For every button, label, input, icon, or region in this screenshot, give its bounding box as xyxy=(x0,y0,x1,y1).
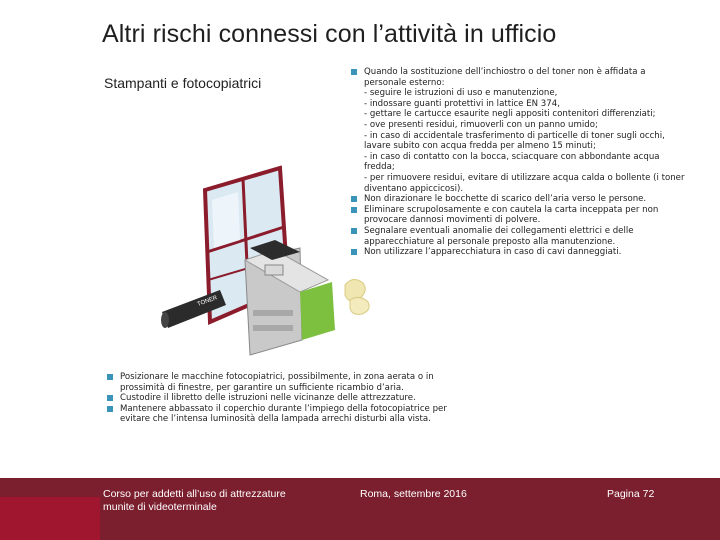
toner-label: TONER xyxy=(196,295,219,308)
list-item xyxy=(350,194,690,205)
bullet-text: Non utilizzare l’apparecchiatura in caso di cavi danneggiati. xyxy=(364,247,622,258)
bullet-square-icon xyxy=(107,395,113,401)
bullet-square-icon xyxy=(351,69,357,75)
bullet-text: Quando la sostituzione dell’inchiostro o del toner non è affidata a personale esterno: xyxy=(364,67,646,88)
list-item xyxy=(106,393,456,404)
sub-bullet-text: - per rimuovere residui, evitare di utilizzare acqua calda o bollente (i toner diventano appiccicosi). xyxy=(364,172,685,194)
gloves-icon xyxy=(345,279,369,314)
bullet-text: Posizionare le macchine fotocopiatrici, possibilmente, in zona aerata o in prossimità di finestre, per garantire un sufficiente ricambio d’aria. xyxy=(120,372,434,393)
sub-bullet-text: - seguire le istruzioni di uso e manutenzione, xyxy=(364,88,558,99)
footer-place-date: Roma, settembre 2016 xyxy=(360,488,467,500)
list-item xyxy=(106,372,456,393)
sub-bullet-text: - in caso di accidentale trasferimento di particelle di toner sugli occhi, lavare subito con acqua fredda per almeno 15 minuti; xyxy=(364,130,665,152)
sub-list-item xyxy=(364,152,690,173)
bullet-text: Custodire il libretto delle istruzioni nelle vicinanze delle attrezzature. xyxy=(120,393,416,404)
right-bullet-list xyxy=(350,67,690,258)
bullet-text: Segnalare eventuali anomalie dei collegamenti elettrici e delle apparecchiature al personale preposto alla manutenzione. xyxy=(364,225,634,247)
sub-list xyxy=(364,88,690,194)
sub-list-item xyxy=(364,99,690,110)
list-item xyxy=(350,226,690,247)
sub-list-item xyxy=(364,120,690,131)
list-item xyxy=(350,247,690,258)
bullet-square-icon xyxy=(107,374,113,380)
photocopier-icon xyxy=(245,240,335,355)
photocopier-illustration xyxy=(150,160,380,360)
sub-list-item xyxy=(364,173,690,194)
sub-list-item xyxy=(364,88,690,99)
sub-bullet-text: - gettare le cartucce esaurite negli appositi contenitori differenziati; xyxy=(364,109,656,120)
sub-bullet-text: - ove presenti residui, rimuoverli con un panno umido; xyxy=(364,119,598,130)
footer-course-title: Corso per addetti all’uso di attrezzature munite di videoterminale xyxy=(103,488,286,513)
bullet-text: Eliminare scrupolosamente e con cautela la carta inceppata per non provocare dannosi movimenti di polvere. xyxy=(364,204,659,226)
bullet-text: Mantenere abbassato il coperchio durante l’impiego della fotocopiatrice per evitare che l’intensa luminosità della lampada arrechi disturbi alla vista. xyxy=(120,403,447,425)
sub-bullet-text: - in caso di contatto con la bocca, sciacquare con abbondante acqua fredda; xyxy=(364,151,660,173)
bullet-square-icon xyxy=(107,406,113,412)
list-item xyxy=(350,67,690,194)
sub-bullet-text: - indossare guanti protettivi in lattice EN 374, xyxy=(364,98,560,109)
slide-title: Altri rischi connessi con l’attività in ufficio xyxy=(102,20,557,48)
left-bullet-list xyxy=(106,372,456,425)
slide-subtitle: Stampanti e fotocopiatrici xyxy=(104,75,262,91)
sub-list-item xyxy=(364,109,690,120)
list-item xyxy=(350,205,690,226)
bullet-text: Non dirazionare le bocchette di scarico dell’aria verso le persone. xyxy=(364,194,647,205)
sub-list-item xyxy=(364,131,690,152)
footer-page-number: Pagina 72 xyxy=(607,488,655,500)
list-item xyxy=(106,404,456,425)
footer-accent-stripe xyxy=(0,497,100,540)
